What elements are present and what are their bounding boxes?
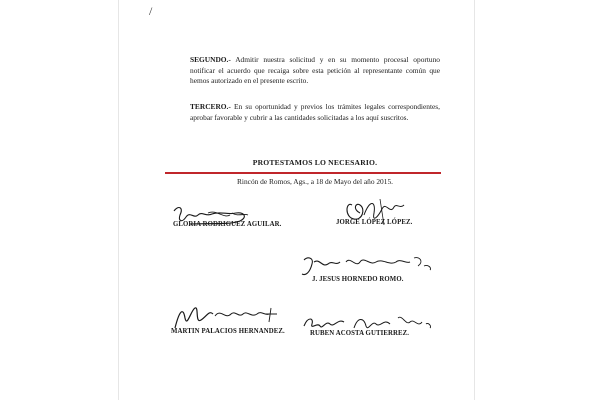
signature-block-2 — [330, 195, 430, 235]
signature-block-4 — [165, 302, 305, 342]
paragraph-heading: TERCERO.- — [190, 102, 231, 111]
signatory-name: J. JESUS HORNEDO ROMO. — [312, 276, 404, 283]
closing-divider — [165, 172, 441, 174]
page-edge-right — [474, 0, 475, 400]
closing-title: PROTESTAMOS LO NECESARIO. — [252, 158, 378, 167]
paragraph-segundo — [190, 55, 440, 87]
paragraph-text: En su oportunidad y previos los trámites legales correspondientes, aprobar favorable y cubrir a las cantidades solicitadas a los aquí suscritos. — [190, 102, 440, 122]
place-date: Rincón de Romos, Ags., a 18 de Mayo del año 2015. — [236, 177, 393, 186]
signature-block-1 — [168, 203, 298, 233]
signature-block-3 — [300, 252, 440, 288]
corner-mark: / — [149, 4, 153, 18]
signature-block-5 — [300, 310, 450, 346]
signatory-name: RUBEN ACOSTA GUTIERREZ. — [310, 330, 410, 337]
signatory-name: JORGE LÓPEZ LÓPEZ. — [336, 219, 413, 226]
signatory-name: GLORIA RODRIGUEZ AGUILAR. — [173, 221, 282, 228]
paragraph-tercero — [190, 102, 440, 123]
paragraph-text: Admitir nuestra solicitud y en su momento procesal oportuno notificar el acuerdo que recaiga sobre esta petición al representante común que hemos autorizado en el presente escrito. — [190, 55, 440, 86]
page-edge-left — [118, 0, 119, 400]
paragraph-heading: SEGUNDO.- — [190, 55, 231, 64]
signatory-name: MARTIN PALACIOS HERNANDEZ. — [171, 328, 285, 335]
